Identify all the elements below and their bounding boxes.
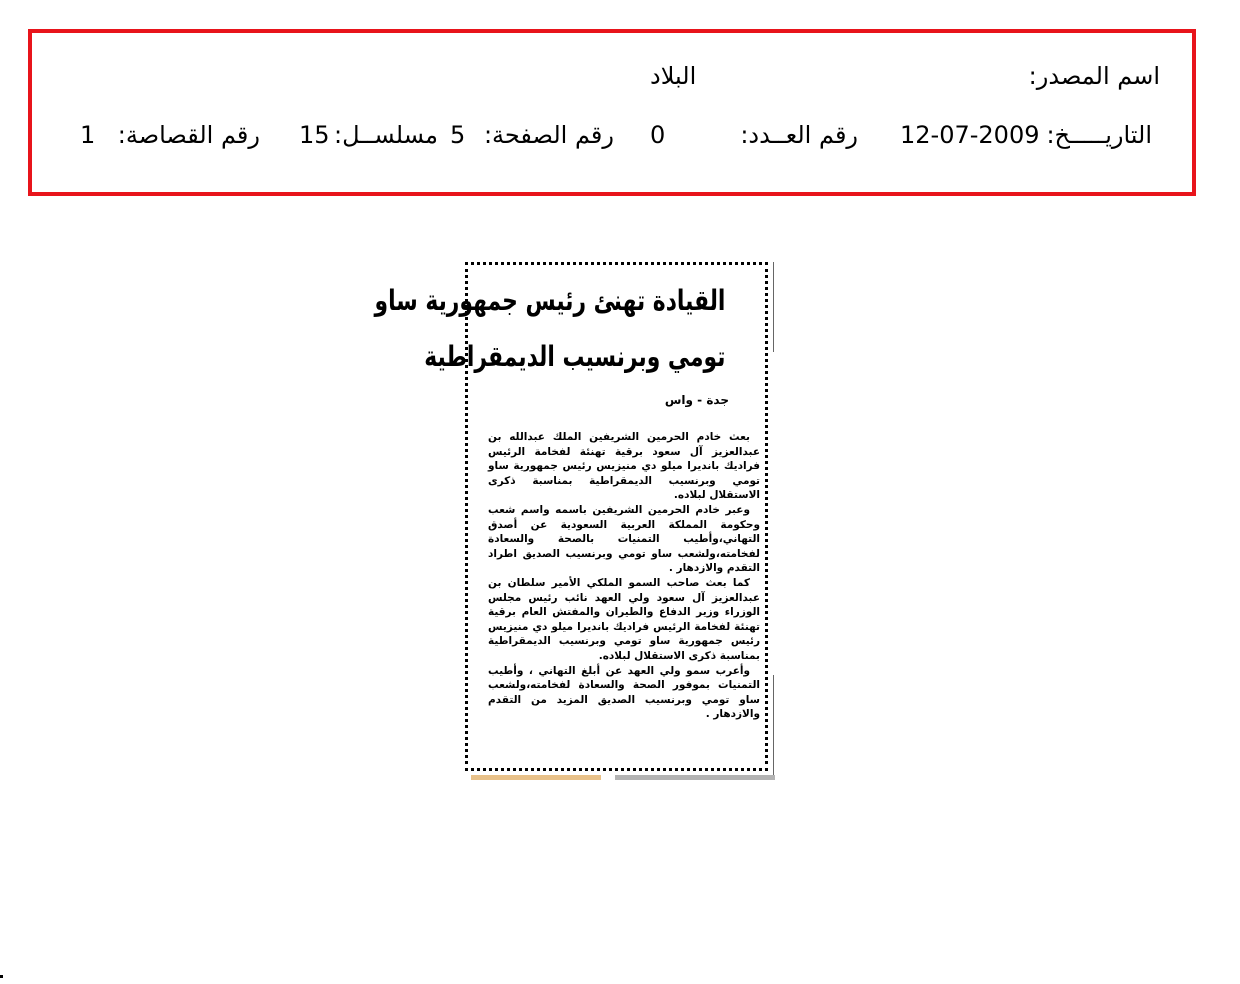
article-paragraph-2: وعبر خادم الحرمين الشريفين باسمه واسم شعب وحكومة المملكة العربية السعودية عن أصدق التهاني،وأطيب التمنيات بالصحة والسعادة لفخامته،ولشعب ساو تومي وبرنسيب الصديق اطراد التقدم والازدهار . [488, 503, 760, 575]
date-label: التاريـــــخ: [1046, 121, 1152, 149]
headline-line-1: القيادة تهنئ رئيس جمهورية ساو [374, 284, 726, 317]
newspaper-clipping [374, 262, 768, 771]
source-value: البلاد [650, 62, 697, 90]
issue-label: رقم العــدد: [740, 121, 858, 149]
clip-column-rule-top [773, 262, 774, 352]
article-dateline: جدة - واس [664, 393, 729, 407]
article-paragraph-3: كما بعث صاحب السمو الملكي الأمير سلطان بن عبدالعزيز آل سعود ولي العهد نائب رئيس مجلس الوزراء وزير الدفاع والطيران والمفتش العام برقية تهنئة لفخامة الرئيس فراديك بانديرا ميلو دي منيزيس رئيس جمهورية ساو تومي وبرنسيب الديمقراطية بمناسبة ذكرى الاستقلال لبلاده. [488, 576, 760, 662]
page-value: 5 [450, 121, 466, 149]
color-bar-right [615, 775, 775, 780]
article-paragraph-1: بعث خادم الحرمين الشريفين الملك عبدالله بن عبدالعزيز آل سعود برقية تهنئة لفخامة الرئيس فراديك بانديرا ميلو دي منيزيس رئيس جمهورية ساو تومي وبرنسيب الديمقراطية بمناسبة ذكرى الاستقلال لبلاده. [488, 431, 760, 502]
headline-line-2: تومي وبرنسيب الديمقراطية [424, 340, 726, 373]
color-bar-left [471, 775, 601, 780]
clip-column-rule-bottom [773, 675, 774, 775]
date-value: 12-07-2009 [900, 121, 1040, 149]
issue-value: 0 [650, 121, 666, 149]
article-headline [374, 273, 726, 385]
article-paragraph-4: وأعرب سمو ولي العهد عن أبلغ التهاني ، وأطيب التمنيات بموفور الصحة والسعادة لفخامته،ولشعب ساو تومي وبرنسيب الصديق المزيد من التقدم والازدهار . [488, 664, 760, 721]
source-label: اسم المصدر: [1028, 62, 1160, 90]
clip-number-label: رقم القصاصة: [117, 121, 260, 149]
page-label: رقم الصفحة: [483, 121, 614, 149]
page-corner-mark [0, 975, 3, 978]
article-body [488, 430, 760, 722]
metadata-frame [28, 29, 1196, 196]
clip-number-value: 1 [80, 121, 96, 149]
serial-label: مسلســل: [334, 121, 438, 149]
serial-value: 15 [299, 121, 330, 149]
